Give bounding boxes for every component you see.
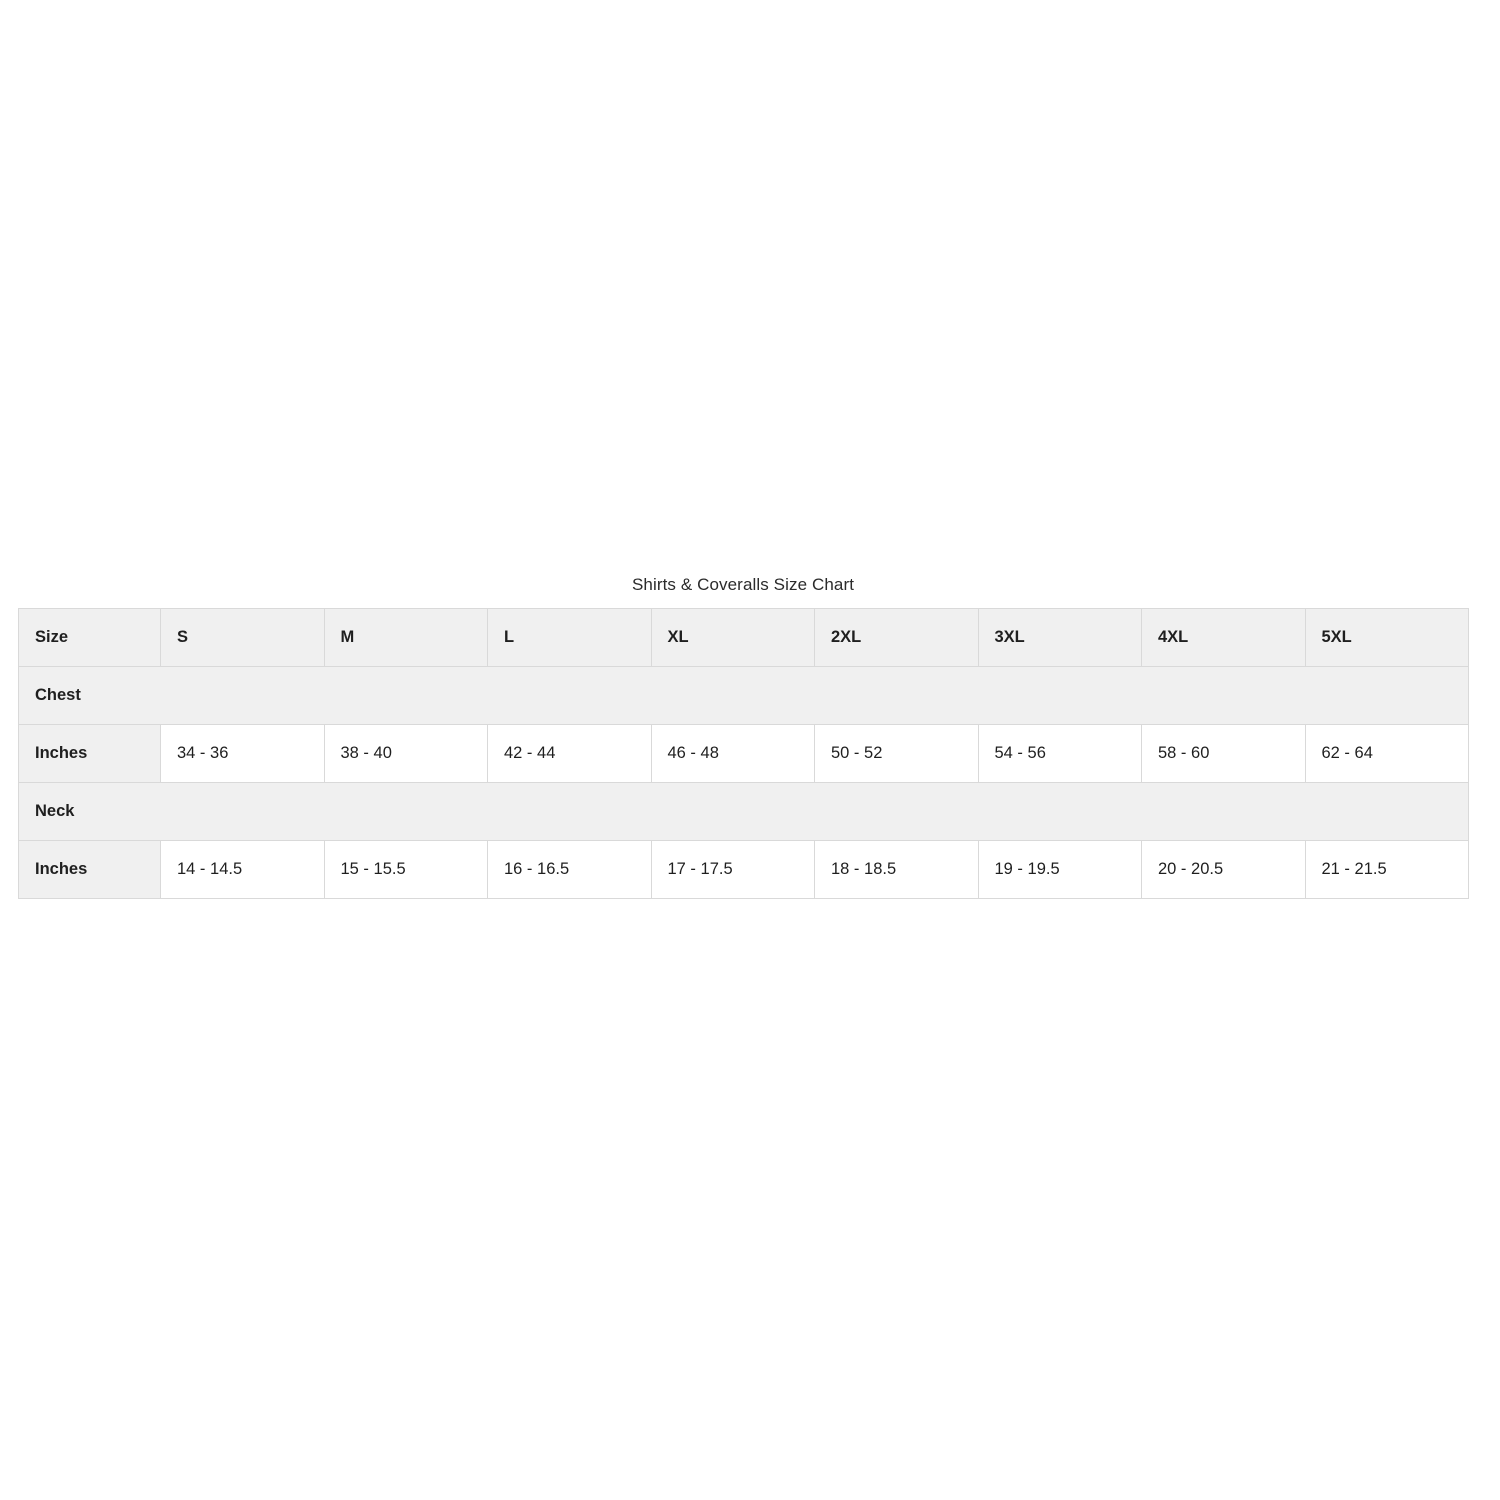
- column-header-5xl: 5XL: [1305, 609, 1469, 667]
- cell-chest-2xl: 50 - 52: [815, 725, 979, 783]
- section-label-chest: Chest: [19, 667, 1469, 725]
- column-header-s: S: [161, 609, 325, 667]
- cell-chest-s: 34 - 36: [161, 725, 325, 783]
- cell-chest-3xl: 54 - 56: [978, 725, 1142, 783]
- column-header-xl: XL: [651, 609, 815, 667]
- cell-chest-4xl: 58 - 60: [1142, 725, 1306, 783]
- size-chart-container: [18, 575, 1468, 899]
- cell-neck-xl: 17 - 17.5: [651, 841, 815, 899]
- column-header-l: L: [488, 609, 652, 667]
- section-row-chest: [19, 667, 1469, 725]
- size-chart-table: [18, 608, 1469, 899]
- cell-neck-s: 14 - 14.5: [161, 841, 325, 899]
- section-row-neck: [19, 783, 1469, 841]
- table-row: [19, 841, 1469, 899]
- cell-neck-3xl: 19 - 19.5: [978, 841, 1142, 899]
- cell-chest-5xl: 62 - 64: [1305, 725, 1469, 783]
- column-header-2xl: 2XL: [815, 609, 979, 667]
- cell-neck-4xl: 20 - 20.5: [1142, 841, 1306, 899]
- page-title: Shirts & Coveralls Size Chart: [631, 575, 855, 594]
- cell-chest-xl: 46 - 48: [651, 725, 815, 783]
- section-label-neck: Neck: [19, 783, 1469, 841]
- cell-chest-l: 42 - 44: [488, 725, 652, 783]
- column-header-size: Size: [19, 609, 161, 667]
- column-header-4xl: 4XL: [1142, 609, 1306, 667]
- table-header-row: [19, 609, 1469, 667]
- column-header-m: M: [324, 609, 488, 667]
- cell-neck-m: 15 - 15.5: [324, 841, 488, 899]
- row-label-chest-inches: Inches: [19, 725, 161, 783]
- column-header-3xl: 3XL: [978, 609, 1142, 667]
- cell-neck-l: 16 - 16.5: [488, 841, 652, 899]
- table-row: [19, 725, 1469, 783]
- cell-chest-m: 38 - 40: [324, 725, 488, 783]
- row-label-neck-inches: Inches: [19, 841, 161, 899]
- cell-neck-2xl: 18 - 18.5: [815, 841, 979, 899]
- cell-neck-5xl: 21 - 21.5: [1305, 841, 1469, 899]
